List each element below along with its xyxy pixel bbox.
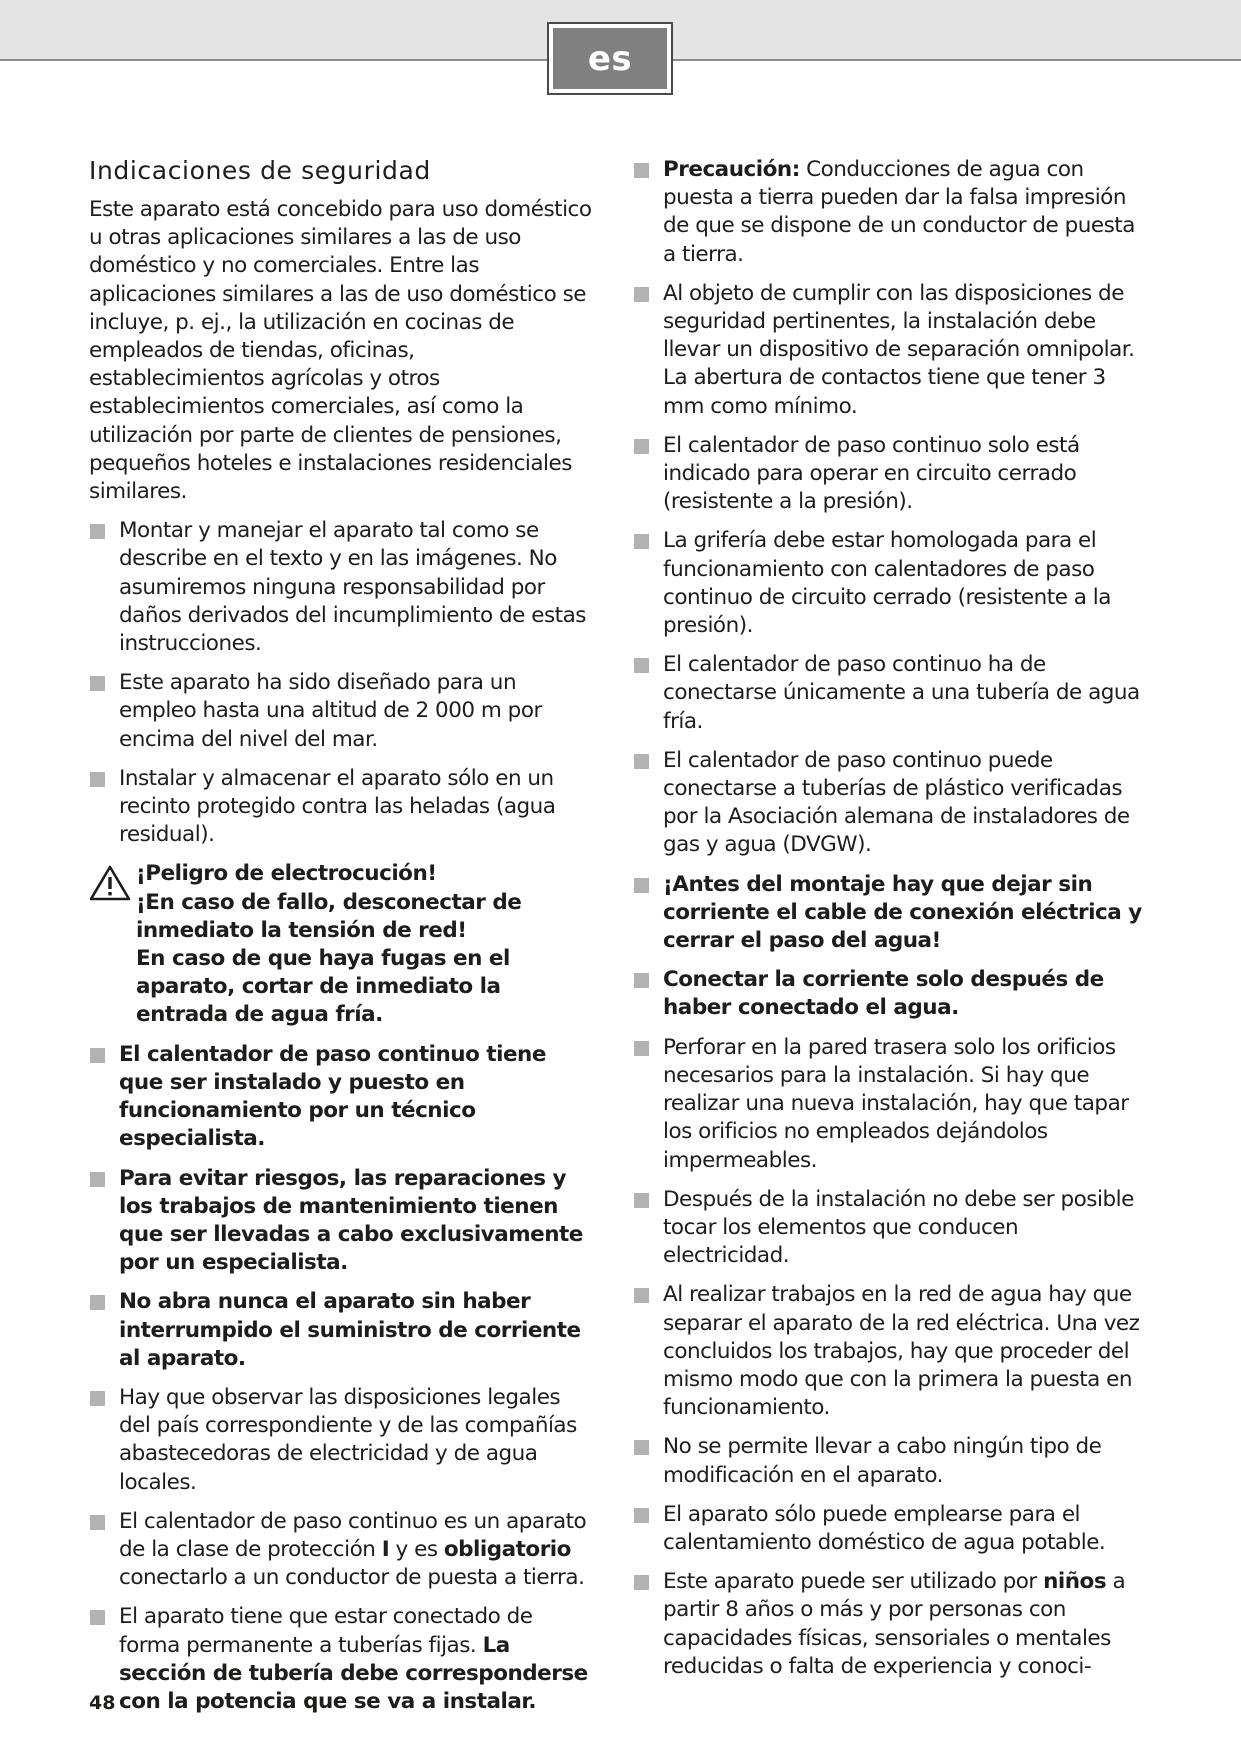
list-item: Este aparato puede ser utilizado por niños a partir 8 años o más y por personas con capacidades físicas, sensoriales o mentales reducidas o falta de experiencia y conoci-: [633, 1568, 1145, 1681]
list-item: No se permite llevar a cabo ningún tipo de modificación en el aparato.: [633, 1433, 1145, 1489]
list-item: El calentador de paso continuo tiene que ser instalado y puesto en funcionamiento por un técnico especialista.: [89, 1041, 596, 1154]
square-bullet-icon: [634, 973, 649, 988]
list-item: Conectar la corriente solo después de haber conectado el agua.: [633, 966, 1145, 1022]
right-column: [633, 156, 1145, 1692]
square-bullet-icon: [634, 1193, 649, 1208]
list-item: El calentador de paso continuo solo está indicado para operar en circuito cerrado (resistente a la presión).: [633, 432, 1145, 517]
square-bullet-icon: [90, 1295, 105, 1310]
list-item: El calentador de paso continuo es un aparato de la clase de protección I y es obligatorio conectarlo a un conductor de puesta a tierra.: [89, 1508, 596, 1593]
square-bullet-icon: [634, 1575, 649, 1590]
left-column: [89, 156, 596, 1727]
square-bullet-icon: [634, 287, 649, 302]
list-item: Para evitar riesgos, las reparaciones y los trabajos de mantenimiento tienen que ser llevadas a cabo exclusivamente por un especialista.: [89, 1165, 596, 1278]
list-item: Después de la instalación no debe ser posible tocar los elementos que conducen electricidad.: [633, 1186, 1145, 1271]
square-bullet-icon: [634, 163, 649, 178]
list-item: ¡Antes del montaje hay que dejar sin corriente el cable de conexión eléctrica y cerrar el paso del agua!: [633, 871, 1145, 956]
safety-list-right: [633, 156, 1145, 1681]
intro-paragraph: Este aparato está concebido para uso doméstico u otras aplicaciones similares a las de uso doméstico y no comerciales. Entre las aplicaciones similares a las de uso doméstico se incluye, p. ej., la utilización en cocinas de empleados de tiendas, oficinas, establecimientos agrícolas y otros establecimientos comerciales, así como la utilización por parte de clientes de pensiones, pequeños hoteles e instalaciones residenciales similares.: [89, 197, 592, 505]
safety-list-left: [89, 517, 596, 1716]
square-bullet-icon: [634, 754, 649, 769]
language-label: es: [553, 28, 667, 89]
square-bullet-icon: [90, 1515, 105, 1530]
section-title: Indicaciones de seguridad: [89, 156, 431, 185]
square-bullet-icon: [634, 1288, 649, 1303]
list-item: El calentador de paso continuo puede conectarse a tuberías de plástico verificadas por la Asociación alemana de instaladores de gas y agua (DVGW).: [633, 747, 1145, 860]
page-number: 48: [89, 1692, 116, 1714]
square-bullet-icon: [634, 439, 649, 454]
language-tab: [547, 22, 673, 95]
list-item: Hay que observar las disposiciones legales del país correspondiente y de las compañías abastecedoras de electricidad y de agua locales.: [89, 1384, 596, 1497]
electrocution-warning: [89, 860, 596, 1029]
square-bullet-icon: [90, 524, 105, 539]
list-item: Al realizar trabajos en la red de agua hay que separar el aparato de la red eléctrica. Una vez concluidos los trabajos, hay que proceder del mismo modo que con la primera la puesta en funcionamiento.: [633, 1281, 1145, 1422]
square-bullet-icon: [634, 878, 649, 893]
square-bullet-icon: [90, 1048, 105, 1063]
square-bullet-icon: [90, 772, 105, 787]
square-bullet-icon: [634, 1508, 649, 1523]
list-item: Este aparato ha sido diseñado para un empleo hasta una altitud de 2 000 m por encima del nivel del mar.: [89, 669, 596, 754]
square-bullet-icon: [634, 534, 649, 549]
square-bullet-icon: [90, 1391, 105, 1406]
list-item: Precaución: Conducciones de agua con puesta a tierra pueden dar la falsa impresión de que se dispone de un conductor de puesta a tierra.: [633, 156, 1145, 269]
warning-line: ¡Peligro de electrocución!: [136, 861, 437, 887]
square-bullet-icon: [634, 1440, 649, 1455]
warning-triangle-icon: [89, 864, 131, 902]
list-item: Al objeto de cumplir con las disposiciones de seguridad pertinentes, la instalación debe llevar un dispositivo de separación omnipolar. La abertura de contactos tiene que tener 3 mm como mínimo.: [633, 280, 1145, 421]
square-bullet-icon: [634, 1041, 649, 1056]
list-item: No abra nunca el aparato sin haber interrumpido el suministro de corriente al aparato.: [89, 1288, 596, 1373]
list-item: El calentador de paso continuo ha de conectarse únicamente a una tubería de agua fría.: [633, 651, 1145, 736]
list-item: Instalar y almacenar el aparato sólo en un recinto protegido contra las heladas (agua residual).: [89, 765, 596, 850]
list-item: Perforar en la pared trasera solo los orificios necesarios para la instalación. Si hay que realizar una nueva instalación, hay que tapar los orificios no empleados dejándolos impermeables.: [633, 1034, 1145, 1175]
square-bullet-icon: [90, 1610, 105, 1625]
square-bullet-icon: [634, 658, 649, 673]
list-item: Montar y manejar el aparato tal como se describe en el texto y en las imágenes. No asumiremos ninguna responsabilidad por daños derivados del incumplimiento de estas instrucciones.: [89, 517, 596, 658]
square-bullet-icon: [90, 676, 105, 691]
list-item: La grifería debe estar homologada para el funcionamiento con calentadores de paso continuo de circuito cerrado (resistente a la presión).: [633, 527, 1145, 640]
warning-line: ¡En caso de fallo, desconectar de inmediato la tensión de red!: [136, 889, 522, 943]
list-item: El aparato sólo puede emplearse para el calentamiento doméstico de agua potable.: [633, 1501, 1145, 1557]
square-bullet-icon: [90, 1172, 105, 1187]
warning-line: En caso de que haya fugas en el aparato, cortar de inmediato la entrada de agua fría.: [136, 946, 510, 1028]
list-item: El aparato tiene que estar conectado de forma permanente a tuberías fijas. La sección de tubería debe corresponderse con la potencia que se va a instalar.: [89, 1603, 596, 1716]
